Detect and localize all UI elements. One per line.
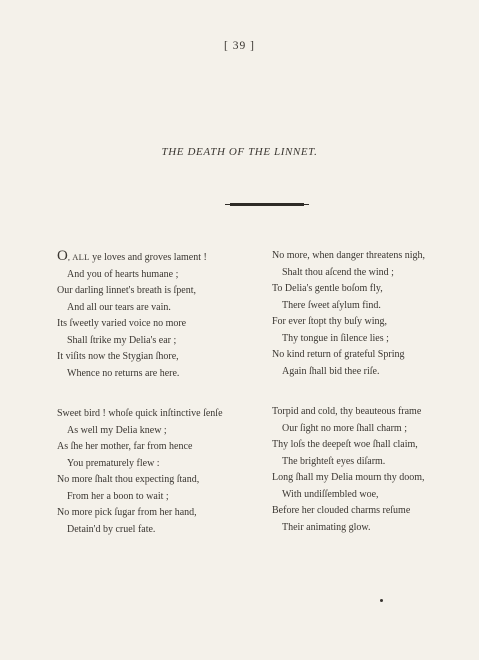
poem-line xyxy=(272,314,472,331)
line-text: Torpid and cold, thy beauteous frame xyxy=(272,406,422,417)
line-text: The brighteſt eyes diſarm. xyxy=(282,455,386,467)
poem-line xyxy=(57,456,257,473)
line-text: Thy tongue in ſilence lies ; xyxy=(282,332,389,344)
poem-line xyxy=(57,366,257,383)
small-caps-text: , ALL xyxy=(67,252,90,262)
poem-line xyxy=(57,406,257,423)
poem-column-right xyxy=(272,248,472,560)
poem-line xyxy=(272,454,472,471)
line-text: Our darling linnet's breath is ſpent, xyxy=(57,285,196,296)
stanza xyxy=(57,406,257,538)
poem-line xyxy=(272,298,472,315)
line-text: To Delia's gentle boſom fly, xyxy=(272,283,383,294)
line-text: Thy loſs the deepeſt woe ſhall claim, xyxy=(272,439,418,450)
line-text: And you of hearts humane ; xyxy=(67,268,179,280)
line-text: As ſhe her mother, far from hence xyxy=(57,441,193,452)
stanza xyxy=(272,248,472,380)
poem-line xyxy=(57,439,257,456)
poem-line xyxy=(57,489,257,506)
poem-line xyxy=(57,349,257,366)
line-text: Our ſight no more ſhall charm ; xyxy=(282,422,407,434)
line-text: Shall ſtrike my Delia's ear ; xyxy=(67,334,177,346)
line-text: Long ſhall my Delia mourn thy doom, xyxy=(272,472,425,483)
poem-line xyxy=(57,522,257,539)
poem-line xyxy=(272,248,472,265)
poem-line xyxy=(57,472,257,489)
line-text: No more ſhalt thou expecting ſtand, xyxy=(57,474,200,485)
line-text: With undiſſembled woe, xyxy=(282,488,379,500)
line-text: Their animating glow. xyxy=(282,521,371,533)
poem-line xyxy=(57,267,257,284)
poem-line xyxy=(272,331,472,348)
line-text: Again ſhall bid thee riſe. xyxy=(282,365,380,377)
line-text: Whence no returns are here. xyxy=(67,367,180,379)
poem-line xyxy=(57,505,257,522)
poem-line xyxy=(272,281,472,298)
line-text: ye loves and groves lament ! xyxy=(89,252,207,263)
poem-line xyxy=(272,364,472,381)
drop-cap: O xyxy=(57,248,68,264)
poem-line xyxy=(272,470,472,487)
ornamental-rule xyxy=(230,203,304,206)
line-text: And all our tears are vain. xyxy=(67,301,171,313)
ink-dot xyxy=(380,599,383,602)
poem-line xyxy=(57,283,257,300)
line-text: Before her clouded charms reſume xyxy=(272,505,411,516)
poem-line xyxy=(272,404,472,421)
poem-title: THE DEATH OF THE LINNET. xyxy=(161,146,318,158)
line-text: There ſweet aſylum find. xyxy=(282,299,381,311)
poem-line xyxy=(57,333,257,350)
poem-line xyxy=(57,423,257,440)
poem-line xyxy=(272,487,472,504)
line-text: You prematurely flew : xyxy=(67,457,160,469)
page-number: [ 39 ] xyxy=(224,40,255,52)
poem-line xyxy=(272,265,472,282)
poem-line xyxy=(57,248,257,267)
line-text: Detain'd by cruel fate. xyxy=(67,523,156,535)
line-text: For ever ſtopt thy buſy wing, xyxy=(272,316,387,327)
stanza xyxy=(272,404,472,536)
poem-line xyxy=(272,503,472,520)
line-text: From her a boon to wait ; xyxy=(67,490,169,502)
line-text: No kind return of grateful Spring xyxy=(272,349,405,360)
stanza xyxy=(57,248,257,382)
poem-line xyxy=(272,437,472,454)
poem-line xyxy=(272,520,472,537)
line-text: No more pick ſugar from her hand, xyxy=(57,507,197,518)
poem-line xyxy=(272,421,472,438)
line-text: Its ſweetly varied voice no more xyxy=(57,318,187,329)
poem-column-left xyxy=(57,248,257,562)
line-text: Shalt thou aſcend the wind ; xyxy=(282,266,394,278)
poem-line xyxy=(272,347,472,364)
poem-line xyxy=(57,300,257,317)
line-text: It viſits now the Stygian ſhore, xyxy=(57,351,179,362)
poem-line xyxy=(57,316,257,333)
line-text: No more, when danger threatens nigh, xyxy=(272,250,426,261)
line-text: Sweet bird ! whoſe quick inſtinctive ſenſe xyxy=(57,408,223,419)
line-text: As well my Delia knew ; xyxy=(67,424,167,436)
